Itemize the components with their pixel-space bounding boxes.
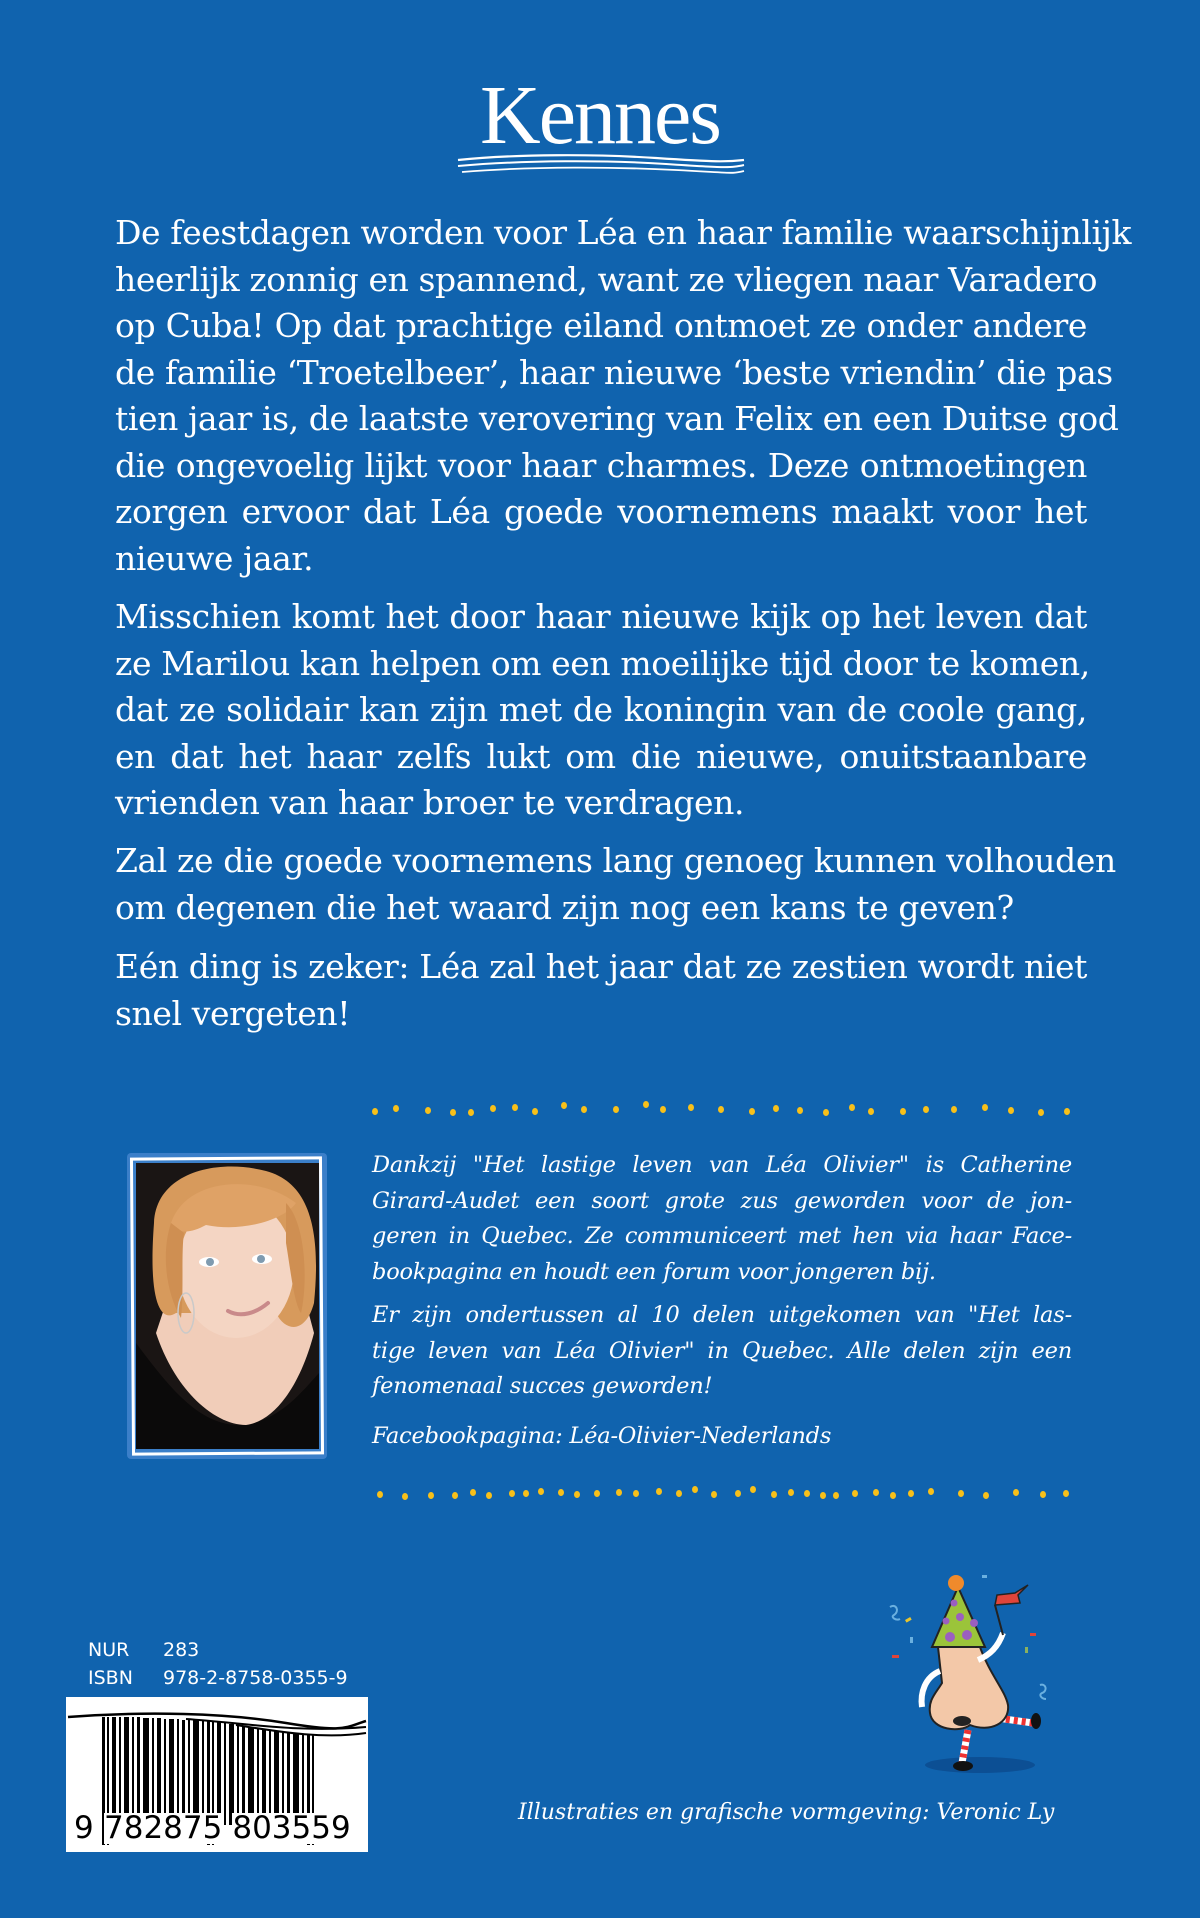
blurb-paragraph-4 xyxy=(115,944,1087,1037)
nur-label: NUR xyxy=(88,1639,130,1661)
bio-line: bookpagina en houdt een forum voor jongeren bij. xyxy=(372,1258,936,1285)
barcode-number xyxy=(74,1810,358,1846)
blurb-line: Zal ze die goede voornemens lang genoeg kunnen volhouden xyxy=(115,841,1116,880)
blurb-paragraph-2 xyxy=(115,594,1090,827)
bio-line: Girard-Audet een soort grote zus geworden voor de jon- xyxy=(372,1187,1072,1214)
blurb-line: Eén ding is zeker: Léa zal het jaar dat ze zestien wordt niet xyxy=(115,947,1087,986)
barcode xyxy=(66,1697,368,1852)
dotted-divider-bottom xyxy=(368,1484,1074,1500)
isbn-label: ISBN xyxy=(88,1667,133,1689)
facebook-page-line: Facebookpagina: Léa-Olivier-Nederlands xyxy=(372,1422,832,1449)
blurb-line: om degenen die het waard zijn nog een kans te geven? xyxy=(115,887,1014,927)
blurb-paragraph-1 xyxy=(115,210,1132,582)
waves-icon xyxy=(456,152,746,180)
bio-line: Er zijn ondertussen al 10 delen uitgekomen van "Het las- xyxy=(372,1302,1072,1328)
publisher-logo-text: Kennes xyxy=(480,69,720,162)
blurb-line: op Cuba! Op dat prachtige eiland ontmoet ze onder andere xyxy=(115,306,1087,345)
blurb-line: nieuwe jaar. xyxy=(115,538,314,578)
blurb-line: die ongevoelig lijkt voor haar charmes. Deze ontmoetingen xyxy=(115,445,1087,485)
blurb-line: en dat het haar zelfs lukt om die nieuwe, onuitstaanbare xyxy=(115,736,1087,776)
barcode-digit-group-2: 803559 xyxy=(232,1810,351,1846)
blurb-line: zorgen ervoor dat Léa goede voornemens maakt voor het xyxy=(115,492,1087,531)
blurb-line: heerlijk zonnig en spannend, want ze vliegen naar Varadero xyxy=(115,259,1098,299)
photo-border xyxy=(130,1156,324,1455)
bio-line: Dankzij "Het lastige leven van Léa Olivier" is Catherine xyxy=(372,1152,1072,1178)
author-bio xyxy=(372,1148,1072,1454)
illustration-credit: Illustraties en grafische vormgeving: Veronic Ly xyxy=(518,1800,1055,1825)
blurb-line: vrienden van haar broer te verdragen. xyxy=(115,783,745,822)
blurb-line: de familie ‘Troetelbeer’, haar nieuwe ‘beste vriendin’ die pas xyxy=(115,352,1113,392)
blurb-line: dat ze solidair kan zijn met de koningin van de coole gang, xyxy=(115,690,1087,729)
blurb-paragraph-3 xyxy=(115,838,1116,931)
barcode-digit-first: 9 xyxy=(74,1813,96,1844)
blurb-line: tien jaar is, de laatste verovering van Felix en een Duitse god xyxy=(115,399,1119,438)
blurb-line: Misschien komt het door haar nieuwe kijk op het leven dat xyxy=(115,597,1087,636)
barcode-digit-group-1: 782875 xyxy=(104,1810,223,1846)
book-codes xyxy=(88,1636,348,1692)
blurb-line: snel vergeten! xyxy=(115,993,351,1033)
party-nose-mascot-icon xyxy=(870,1565,1060,1775)
bio-line: geren in Quebec. Ze communiceert met hen via haar Face- xyxy=(372,1223,1072,1249)
publisher-logo xyxy=(440,68,760,180)
bio-line: tige leven van Léa Olivier" in Quebec. Alle delen zijn een xyxy=(372,1337,1072,1364)
dotted-divider-top xyxy=(368,1100,1074,1116)
author-photo-frame xyxy=(127,1153,327,1459)
bio-line: fenomenaal succes geworden! xyxy=(372,1373,713,1399)
nur-value: 283 xyxy=(163,1639,200,1661)
blurb-line: De feestdagen worden voor Léa en haar familie waarschijnlijk xyxy=(115,213,1132,252)
isbn-value: 978-2-8758-0355-9 xyxy=(163,1667,348,1689)
blurb-line: ze Marilou kan helpen om een moeilijke tijd door te komen, xyxy=(115,643,1090,683)
